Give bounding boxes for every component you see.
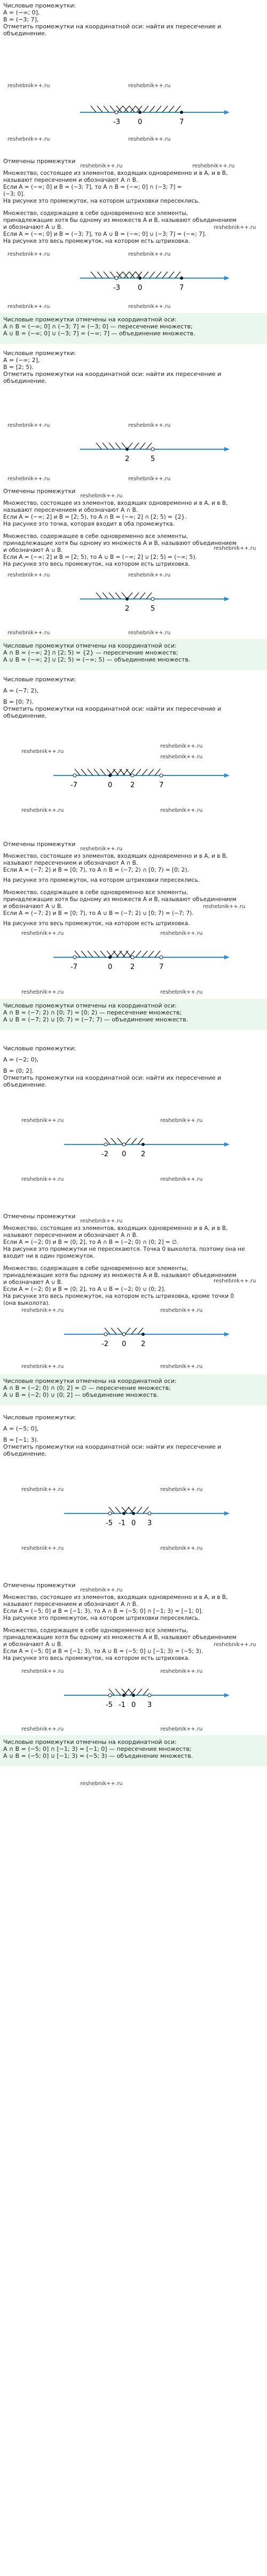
watermark: reshebnik++.ru: [21, 1308, 64, 1313]
tick-label: 2: [130, 781, 135, 789]
tick-label: -7: [70, 963, 77, 971]
watermark: reshebnik++.ru: [128, 251, 171, 257]
tick-label: 2: [141, 1340, 146, 1348]
tick-label: 0: [108, 963, 113, 971]
solution-title: Отмечены промежутки: [3, 488, 76, 495]
text-line: Множество, состоящее из элементов, входящих одновременно и в A, и в B,: [3, 1594, 228, 1601]
answer-box: [0, 1735, 267, 1766]
number-line-task: [0, 428, 267, 476]
number-line-solution: [0, 1313, 267, 1361]
watermark: reshebnik++.ru: [21, 1545, 64, 1551]
tick-label: -2: [101, 1340, 108, 1348]
tick-label: -2: [101, 1150, 108, 1158]
tick-label: -5: [106, 1701, 113, 1709]
set-a: A = (−∞; 2],: [3, 357, 40, 364]
number-line-solution: [0, 1674, 267, 1722]
text-line: Если A = (−5; 0] и B = [−1; 3), то A ∪ B = (−5; 0] ∪ [−1; 3) = (−5; 3).: [3, 1648, 203, 1655]
watermark: reshebnik++.ru: [7, 136, 50, 142]
number-line-task: [0, 1123, 267, 1171]
watermark: reshebnik++.ru: [214, 545, 256, 551]
tick-label: 0: [122, 1150, 127, 1158]
watermark: reshebnik++.ru: [160, 1118, 203, 1124]
tick-label: 0: [122, 1340, 127, 1348]
point-filled: [180, 111, 183, 114]
text-line: A ∩ B = (−5; 0] ∩ [−1; 3) = [−1; 0] — пересечение множеств;: [3, 1745, 192, 1752]
text-line: A ∪ B = (−∞; 0] ∪ (−3; 7] = (−∞; 7] — объединение множеств.: [3, 330, 195, 337]
text-line: и обозначают A ∪ B.: [3, 1641, 63, 1648]
tick-label: -1: [119, 1701, 125, 1709]
text-line: Множество, состоящее из элементов, входящих одновременно и в A, и в B,: [3, 170, 228, 176]
watermark: reshebnik++.ru: [160, 931, 203, 936]
watermark: reshebnik++.ru: [7, 304, 50, 310]
set-b: B = [−1; 3).: [3, 1436, 39, 1443]
watermark: reshebnik++.ru: [128, 572, 171, 578]
text-line: На рисунке это весь промежуток, на котором есть штриховка, кроме точки 0: [3, 1293, 234, 1299]
tick-label: 2: [125, 605, 130, 613]
watermark: reshebnik++.ru: [21, 1364, 64, 1370]
tick-label: 2: [141, 1150, 146, 1158]
watermark: reshebnik++.ru: [192, 163, 235, 169]
text-line: Числовые промежутки отмечены на координатной оси:: [3, 1002, 177, 1009]
text-line: A ∩ B = (−∞; 2] ∩ [2; 5) = {2} — пересечение множеств;: [3, 649, 178, 656]
text-line: Если A = (−2; 0) и B = (0; 2], то A ∩ B = (−2; 0) ∩ (0; 2] = ∅.: [3, 1239, 179, 1245]
tick-label: 0: [138, 118, 143, 126]
number-line-task: [0, 1492, 267, 1540]
text-line: и обозначают A ∪ B.: [3, 1279, 63, 1286]
task-text: Отметить промежутки на координатной оси: найти их пересечение и объединение.: [3, 1074, 222, 1088]
answer-box: [0, 313, 267, 344]
text-line: На рисунке это точка, которая входит в оба промежутка.: [3, 521, 175, 527]
text-line: Если A = (−∞; 0] и B = (−3; 7], то A ∩ B = (−∞; 0] ∩ (−3; 7] =: [3, 184, 182, 190]
watermark: reshebnik++.ru: [128, 83, 171, 89]
point-filled: [138, 276, 142, 280]
text-line: A ∩ B = (−∞; 0] ∩ (−3; 7] = (−3; 0] — пересечение множеств;: [3, 323, 193, 330]
text-line: На рисунке это весь промежуток, на котором есть штриховка.: [3, 920, 190, 927]
text-line: Множество, содержащее в себе одновременно все элементы,: [3, 1627, 188, 1634]
watermark: reshebnik++.ru: [21, 1118, 64, 1124]
watermark: reshebnik++.ru: [214, 1642, 256, 1648]
set-b: B = [2; 5).: [3, 364, 34, 371]
text-line: называют пересечением и обозначают A ∩ B.: [3, 177, 138, 183]
point-filled: [138, 111, 142, 114]
watermark: reshebnik++.ru: [7, 630, 50, 636]
text-line: A ∪ B = (−2; 0) ∪ (0; 2] — объединение множеств.: [3, 1391, 159, 1398]
watermark: reshebnik++.ru: [160, 1487, 203, 1493]
watermark: reshebnik++.ru: [160, 1176, 203, 1182]
tick-label: 2: [130, 963, 135, 971]
solution-title: Отмечены промежутки: [3, 841, 76, 848]
text-line: На рисунке это промежуток, на котором штриховки пересеклись.: [3, 1615, 200, 1621]
solution-body: [3, 170, 264, 245]
text-line: Числовые промежутки отмечены на координатной оси:: [3, 1739, 177, 1745]
task-text: Отметить промежутки на координатной оси: найти их пересечение и объединение.: [3, 705, 222, 719]
problem-title: Числовые промежутки:: [3, 2, 76, 9]
watermark: reshebnik++.ru: [160, 743, 203, 749]
text-line: Числовые промежутки отмечены на координатной оси:: [3, 1378, 177, 1385]
solution-title: Отмечены промежутки: [3, 1213, 76, 1220]
tick-label: 7: [159, 963, 164, 971]
number-line-solution: [0, 257, 267, 305]
solution-title: Отмечены промежутки: [3, 1582, 76, 1589]
tick-label: -5: [106, 1519, 113, 1527]
tick-label: 0: [108, 781, 113, 789]
watermark: reshebnik++.ru: [160, 1668, 203, 1674]
set-a: A = (−5; 0],: [3, 1425, 39, 1432]
problem-title: Числовые промежутки:: [3, 1414, 76, 1421]
text-line: Множество, состоящее из элементов, входящих одновременно и в A, и в B,: [3, 500, 228, 506]
set-a: A = (−2; 0),: [3, 1056, 39, 1063]
axis-arrow: [224, 110, 230, 114]
answer-box: [0, 639, 267, 670]
text-line: A ∪ B = (−5; 0] ∪ [−1; 3) = (−5; 3) — объединение множеств.: [3, 1752, 193, 1759]
watermark: reshebnik++.ru: [21, 1487, 64, 1493]
problem-title: Числовые промежутки:: [3, 1045, 76, 1052]
point-open: [115, 276, 118, 280]
watermark: reshebnik++.ru: [128, 304, 171, 310]
watermark: reshebnik++.ru: [203, 904, 246, 910]
watermark: reshebnik++.ru: [21, 989, 64, 995]
watermark: reshebnik++.ru: [160, 989, 203, 995]
tick-label: 0: [138, 284, 143, 292]
tick-label: 7: [179, 284, 184, 292]
tick-label: 7: [159, 781, 164, 789]
tick-label: 3: [147, 1519, 152, 1527]
problem-header: [3, 2, 264, 37]
watermark: reshebnik++.ru: [128, 476, 171, 482]
watermark: reshebnik++.ru: [128, 422, 171, 428]
text-line: принадлежащие хотя бы одному из множеств A и B, называют объединением: [3, 1634, 237, 1641]
task-text: Отметить промежутки на координатной оси: найти их пересечение и объединение.: [3, 371, 222, 385]
text-line: Множество, содержащее в себе одновременно все элементы,: [3, 210, 188, 217]
text-line: A ∩ B = (−2; 0) ∩ (0; 2] = ∅ — пересечение множеств;: [3, 1385, 171, 1391]
task-text: Отметить промежутки на координатной оси: найти их пересечение и объединение.: [3, 23, 222, 37]
set-a: A = (−7; 2),: [3, 687, 39, 694]
text-line: называют пересечением и обозначают A ∩ B.: [3, 1601, 138, 1608]
text-line: и обозначают A ∪ B.: [3, 224, 63, 230]
text-line: (−3; 0].: [3, 191, 25, 197]
set-b: B = [0; 7).: [3, 698, 34, 705]
watermark: reshebnik++.ru: [160, 1308, 203, 1313]
text-line: называют пересечением и обозначают A ∩ B.: [3, 1232, 138, 1239]
problem-title: Числовые промежутки:: [3, 350, 76, 357]
axis-arrow: [224, 276, 230, 280]
number-line-task: [0, 754, 267, 802]
watermark: reshebnik++.ru: [7, 572, 50, 578]
text-line: (она выколота).: [3, 1300, 50, 1306]
text-line: называют пересечением и обозначают A ∩ B.: [3, 860, 138, 866]
text-line: На рисунке это весь промежуток, на котором есть штриховка.: [3, 561, 190, 567]
watermark: reshebnik++.ru: [214, 225, 256, 230]
text-line: и обозначают A ∪ B.: [3, 547, 63, 553]
problem-title: Числовые промежутки:: [3, 676, 76, 683]
solution-title: Отмечены промежутки: [3, 158, 76, 165]
text-line: A ∪ B = (−7; 2) ∪ [0; 7) = (−7; 7) — объединение множеств.: [3, 1016, 189, 1023]
watermark: reshebnik++.ru: [7, 422, 50, 428]
set-b: B = (−3; 7],: [3, 16, 39, 23]
answer-box: [0, 999, 267, 1030]
text-line: принадлежащие хотя бы одному из множеств A и B, называют объединением: [3, 217, 237, 224]
text-line: На рисунке это промежутки не пересекаются. Точка 0 выколота, поэтому она не: [3, 1246, 245, 1252]
number-line-solution: [0, 936, 267, 984]
watermark: reshebnik++.ru: [7, 83, 50, 89]
text-line: Если A = (−∞; 2] и B = [2; 5), то A ∪ B = (−∞; 2] ∪ [2; 5) = (−∞; 5).: [3, 554, 197, 560]
watermark: reshebnik++.ru: [80, 1218, 123, 1224]
tick-label: -1: [119, 1519, 125, 1527]
text-line: A ∪ B = (−∞; 2] ∪ [2; 5) = (−∞; 5) — объединение множеств.: [3, 656, 191, 663]
tick-label: -3: [113, 284, 120, 292]
text-line: Если A = (−∞; 0] и B = (−3; 7], то A ∪ B = (−∞; 0] ∪ (−3; 7] = (−∞; 7].: [3, 231, 207, 237]
watermark: reshebnik++.ru: [7, 476, 50, 482]
watermark: reshebnik++.ru: [160, 1545, 203, 1551]
text-line: принадлежащие хотя бы одному из множеств A и B, называют объединением: [3, 1272, 237, 1279]
watermark: reshebnik++.ru: [80, 493, 123, 499]
watermark: reshebnik++.ru: [21, 1176, 64, 1182]
watermark: reshebnik++.ru: [21, 808, 64, 813]
text-line: Множество, содержащее в себе одновременно все элементы,: [3, 889, 188, 896]
text-line: Если A = (−∞; 2] и B = [2; 5), то A ∩ B = (−∞; 2] ∩ [2; 5) = {2}.: [3, 514, 187, 520]
problem-5: [0, 1412, 267, 1947]
watermark: reshebnik++.ru: [21, 1726, 64, 1732]
watermark: reshebnik++.ru: [80, 163, 123, 169]
text-line: называют пересечением и обозначают A ∩ B.: [3, 507, 138, 513]
text-line: Множество, содержащее в себе одновременно все элементы,: [3, 533, 188, 540]
text-line: На рисунке это промежуток, на котором штриховки пересеклись.: [3, 877, 200, 883]
text-line: Множество, состоящее из элементов, входящих одновременно и в A, и в B,: [3, 853, 228, 859]
watermark: reshebnik++.ru: [21, 931, 64, 936]
watermark: reshebnik++.ru: [80, 846, 123, 852]
watermark: reshebnik++.ru: [21, 749, 64, 755]
text-line: и обозначают A ∪ B.: [3, 903, 63, 910]
text-line: На рисунке это промежуток, на котором штриховки пересеклись.: [3, 198, 200, 204]
text-line: Если A = (−5; 0] и B = [−1; 3), то A ∩ B = (−5; 0] ∩ [−1; 3) = [−1; 0].: [3, 1608, 203, 1614]
tick-label: 2: [125, 455, 130, 463]
tick-label: -7: [70, 781, 77, 789]
watermark: reshebnik++.ru: [128, 136, 171, 142]
watermark: reshebnik++.ru: [160, 808, 203, 813]
text-line: На рисунке это весь промежуток, на котором есть штриховка.: [3, 1655, 190, 1662]
watermark: reshebnik++.ru: [160, 1364, 203, 1370]
tick-label: -3: [113, 118, 120, 126]
tick-label: 5: [151, 455, 155, 463]
tick-label: 5: [151, 605, 155, 613]
number-line-solution: [0, 578, 267, 626]
number-line-task: [0, 91, 267, 139]
point-filled: [180, 276, 183, 280]
text-line: входит ни в один промежуток.: [3, 1253, 95, 1259]
watermark: reshebnik++.ru: [80, 1781, 123, 1787]
answer-box: [0, 1374, 267, 1405]
tick-label: 0: [131, 1519, 136, 1527]
text-line: На рисунке это весь промежуток, на котором есть штриховка.: [3, 238, 190, 244]
set-b: B = (0; 2].: [3, 1067, 34, 1074]
text-line: принадлежащие хотя бы одному из множеств A и B, называют объединением: [3, 540, 237, 547]
text-line: A ∩ B = (−7; 2) ∩ [0; 7) = [0; 2) — пересечение множеств;: [3, 1009, 182, 1016]
text-line: Числовые промежутки отмечены на координатной оси:: [3, 316, 177, 323]
tick-label: 3: [147, 1701, 152, 1709]
point-open: [115, 111, 118, 114]
text-line: Множество, содержащее в себе одновременно все элементы,: [3, 1265, 188, 1272]
tick-label: 0: [131, 1701, 136, 1709]
text-line: Множество, состоящее из элементов, входящих одновременно и в A, и в B,: [3, 1225, 228, 1232]
watermark: reshebnik++.ru: [160, 1726, 203, 1732]
text-line: принадлежащие хотя бы одному из множеств A и B, называют объединением: [3, 896, 237, 903]
text-line: Числовые промежутки отмечены на координатной оси:: [3, 642, 177, 649]
watermark: reshebnik++.ru: [214, 1278, 256, 1284]
task-text: Отметить промежутки на координатной оси: найти их пересечение и объединение.: [3, 1443, 222, 1457]
text-line: Если A = (−2; 0) и B = (0; 2], то A ∪ B = (−2; 0) ∪ (0; 2].: [3, 1286, 166, 1293]
watermark: reshebnik++.ru: [128, 630, 171, 636]
text-line: Если A = (−7; 2) и B = [0; 7), то A ∩ B = (−7; 2) ∩ [0; 7) = [0; 2).: [3, 867, 189, 873]
watermark: reshebnik++.ru: [21, 1668, 64, 1674]
set-a: A = (−∞; 0],: [3, 9, 40, 16]
text-line: Если A = (−7; 2) и B = [0; 7), то A ∪ B = (−7; 2) ∪ [0; 7) = (−7; 7).: [3, 910, 194, 917]
watermark: reshebnik++.ru: [160, 754, 203, 760]
watermark: reshebnik++.ru: [7, 251, 50, 257]
tick-label: 7: [179, 118, 184, 126]
watermark: reshebnik++.ru: [80, 1587, 123, 1593]
